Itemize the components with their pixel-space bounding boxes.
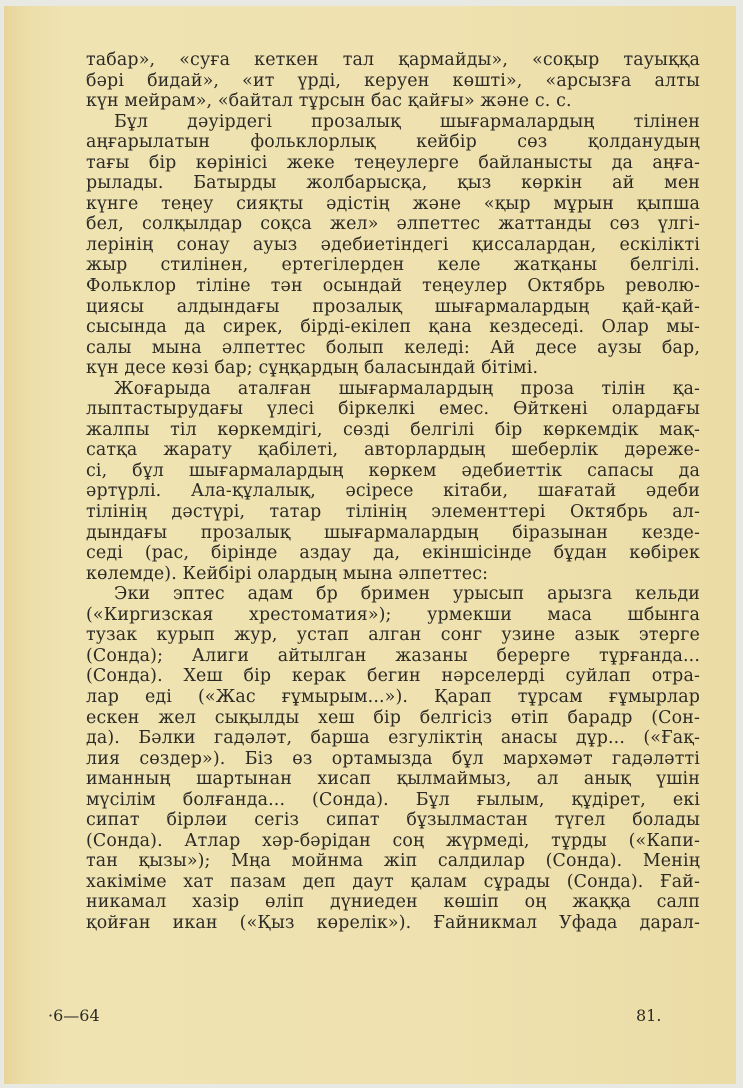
- text-line: көлемде). Кейбірі олардың мына әлпеттес:: [86, 563, 489, 584]
- text-line: тан қызы»); Мңа мойнма жіп салдилар (Сонда). Менің: [86, 851, 700, 872]
- text-line: бел, солқылдар соқса жел» әлпеттес жаттанды сөз үлгі-: [86, 214, 700, 235]
- page-number: 81.: [636, 1006, 662, 1025]
- text-line: (Сонда). Атлар хәр-бәрідан соң жүрмеді, тұрды («Капи-: [86, 830, 700, 851]
- text-line: сипат бірләи сегіз сипат бұзылмастан түгел болады: [86, 810, 700, 831]
- text-line: (Сонда). Хеш бір керак бегин нәрселерді суйлап отра-: [86, 666, 700, 687]
- text-line: Эки эптес адам бр бримен урысып арызга кельди: [114, 584, 700, 605]
- text-line: сысында да сирек, бірді-екілеп қана кездеседі. Олар мы-: [86, 317, 700, 338]
- text-line: аңғарылатын фольклорлық кейбір сөз қолданудың: [86, 132, 700, 153]
- text-line: седі (рас, бірінде аздау да, екіншісінде бұдан көбірек: [86, 543, 700, 564]
- text-line: сатқа жарату қабілеті, авторлардың шеберлік дәреже-: [86, 440, 700, 461]
- text-line: иманның шартынан хисап қылмаймыз, ал анық үшін: [86, 769, 700, 790]
- text-line: бәрі бидай», «ит үрді, керуен көшті», «арсызға алты: [86, 70, 700, 91]
- text-line: лия сөздер»). Біз өз ортамызда бұл мархәмәт гадәләтті: [86, 748, 700, 769]
- text-line: хакіміме хат пазам деп даут қалам сұрады (Сонда). Ғай-: [86, 871, 700, 892]
- text-line: тағы бір көрінісі жеке теңеулерге байланысты да аңға-: [86, 152, 700, 173]
- text-line: мүсілім болғанда... (Сонда). Бұл ғылым, құдірет, екі: [86, 789, 700, 810]
- printer-signature: ·6—64: [48, 1006, 100, 1025]
- text-line: тузак курып жур, устап алган сонг узине азык этерге: [86, 625, 700, 646]
- text-line: салы мына әлпеттес болып келеді: Ай десе аузы бар,: [86, 337, 700, 358]
- text-line: лерінің сонау ауыз әдебиетіндегі қиссалардан, ескілікті: [86, 234, 700, 255]
- text-line: да). Бәлки гадәләт, барша езгуліктің анасы дұр... («Ғақ-: [86, 728, 700, 749]
- text-line: сі, бұл шығармалардың көркем әдебиеттік сапасы да: [86, 460, 700, 481]
- text-line: жалпы тіл көркемдігі, сөзді белгілі бір көркемдік мақ-: [86, 419, 700, 440]
- text-line: Фольклор тіліне тән осындай теңеулер Октябрь револю-: [86, 276, 700, 297]
- text-line: қойған икан («Қыз көрелік»). Ғайникмал Уфада дарал-: [86, 912, 700, 933]
- text-line: никамал хазір өліп дүниеден көшіп оң жаққа салп: [86, 892, 700, 913]
- text-line: (Сонда); Алиги айтылган жазаны берерге тұрғанда...: [86, 645, 700, 666]
- text-line: Жоғарыда аталған шығармалардың проза тілін қа-: [114, 378, 700, 399]
- text-line: дындағы прозалық шығармалардың біразынан кезде-: [86, 522, 700, 543]
- body-text: [86, 50, 700, 934]
- text-line: күнге теңеу сияқты әдістің және «қыр мұрын қыпша: [86, 193, 700, 214]
- text-line: әртүрлі. Ала-құлалық, әсіресе кітаби, шағатай әдеби: [86, 481, 700, 502]
- text-line: Бұл дәуірдегі прозалық шығармалардың тілінен: [114, 111, 700, 132]
- text-line: күн десе көзі бар; сұңқардың баласындай бітімі.: [86, 358, 539, 379]
- text-line: ескен жел сықылды хеш бір белгісіз өтіп барадр (Сон-: [86, 707, 700, 728]
- book-page: [4, 6, 736, 1084]
- text-line: («Киргизская хрестоматия»); урмекши маса шбынга: [86, 604, 700, 625]
- text-line: рылады. Батырды жолбарысқа, қыз көркін ай мен: [86, 173, 700, 194]
- text-line: жыр стилінен, ертегілерден келе жатқаны белгілі.: [86, 255, 700, 276]
- text-line: циясы алдындағы прозалық шығармалардың қай-қай-: [86, 296, 700, 317]
- text-line: тілінің дәстүрі, татар тілінің элементтері Октябрь ал-: [86, 502, 700, 523]
- text-line: табар», «суға кеткен тал қармайды», «соқыр тауыққа: [86, 50, 700, 70]
- text-line: лыптастырудағы үлесі біркелкі емес. Өйткені олардағы: [86, 399, 700, 420]
- text-line: лар еді («Жас ғұмырым...»). Қарап тұрсам ғұмырлар: [86, 686, 700, 707]
- text-line: күн мейрам», «байтал тұрсын бас қайғы» және с. с.: [86, 91, 572, 112]
